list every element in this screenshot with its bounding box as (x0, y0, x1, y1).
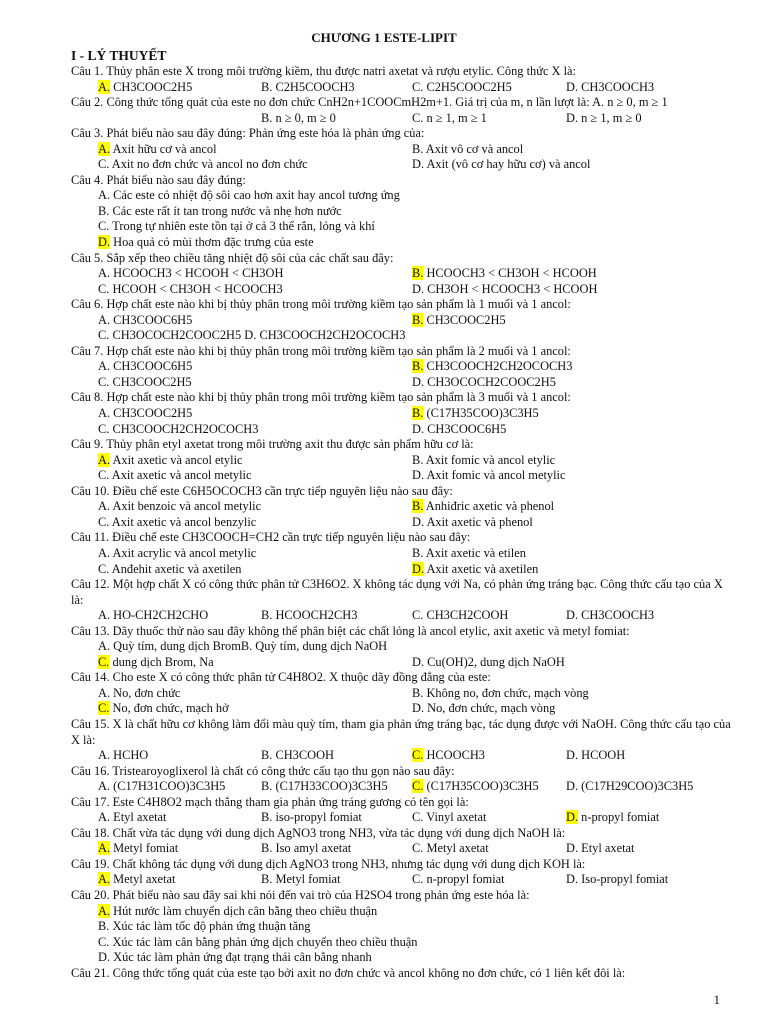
option: D. CH3OH < HCOOCH3 < HCOOH (412, 281, 598, 296)
option: D. HCOOH (566, 748, 626, 763)
question-2-options (71, 111, 731, 127)
option: C. HCOOCH3 (412, 748, 485, 763)
question-14-stem: Câu 14. Cho este X có công thức phân tử C4H8O2. X thuộc dãy đồng đẳng của este: (71, 670, 491, 685)
question-13-options (71, 639, 731, 655)
option: A. HCOOCH3 < HCOOH < CH3OH (98, 266, 284, 281)
question-11-options (71, 562, 731, 578)
option: D. CH3COOC6H5 (412, 421, 507, 436)
option: A. Quỳ tím, dung dịch BromB. Quỳ tím, dung dịch NaOH (98, 639, 388, 654)
question-19-options (71, 872, 731, 888)
option: C. C2H5COOC2H5 (412, 79, 512, 94)
question-18-options (71, 841, 731, 857)
page-number: 1 (713, 992, 720, 1007)
question-7-options (71, 359, 731, 375)
option: C. CH3OCOCH2COOC2H5 D. CH3COOCH2CH2OCOCH3 (98, 328, 406, 343)
option: C. No, đơn chức, mạch hở (98, 701, 229, 716)
question-5-options (71, 282, 731, 298)
option: B. Không no, đơn chức, mạch vòng (412, 685, 589, 700)
question-21-stem: Câu 21. Công thức tổng quát của este tạo bởi axit no đơn chức và ancol không no đơn chức, có 1 liên kết đôi là: (71, 965, 626, 980)
option: B. Xúc tác làm tốc độ phản ứng thuận tăng (98, 919, 311, 934)
option: B. CH3COOC2H5 (412, 312, 506, 327)
option: D. Axit axetic và phenol (412, 514, 533, 529)
option: A. (C17H31COO)3C3H5 (98, 779, 226, 794)
question-11-stem: Câu 11. Điều chế este CH3COOCH=CH2 cần trực tiếp nguyên liệu nào sau đây: (71, 530, 471, 545)
question-10-stem: Câu 10. Điều chế este C6H5OCOCH3 cần trực tiếp nguyên liệu nào sau đây: (71, 483, 453, 498)
option: C. CH3CH2COOH (412, 608, 509, 623)
option: C. Vinyl axetat (412, 810, 487, 825)
section-heading: I - LÝ THUYẾT (71, 48, 167, 63)
option: A. HO-CH2CH2CHO (98, 608, 209, 623)
option: B. Các este rất ít tan trong nước và nhẹ hơn nước (98, 203, 342, 218)
option: D. n ≥ 1, m ≥ 0 (566, 110, 642, 125)
option: B. Axit vô cơ và ancol (412, 141, 524, 156)
option: C. Metyl axetat (412, 841, 489, 856)
question-17-options (71, 810, 731, 826)
question-7-options (71, 375, 731, 391)
option: B. (C17H35COO)3C3H5 (412, 406, 539, 421)
question-3-stem: Câu 3. Phát biểu nào sau đây đúng: Phản ứng este hóa là phản ứng của: (71, 126, 425, 141)
option: D. No, đơn chức, mạch vòng (412, 701, 556, 716)
option: D. Axit (vô cơ hay hữu cơ) và ancol (412, 157, 591, 172)
option: B. CH3COOCH2CH2OCOCH3 (412, 359, 573, 374)
option: C. CH3COOC2H5 (98, 374, 192, 389)
question-16-stem: Câu 16. Tristearoyoglixerol là chất có công thức cấu tạo thu gọn nào sau đây: (71, 763, 455, 778)
option: A. Metyl axetat (98, 872, 176, 887)
question-2-stem: Câu 2. Công thức tổng quát của este no đơn chức CnH2n+1COOCmH2m+1. Giá trị của m, n lần lượt là: A. n ≥ 0, m ≥ 1 (71, 95, 668, 110)
option: C. Trong tự nhiên este tồn tại ở cả 3 thể rắn, lỏng và khí (98, 219, 375, 234)
question-11-options (71, 546, 731, 562)
option: B. Iso amyl axetat (261, 841, 352, 856)
option: B. HCOOCH2CH3 (261, 608, 358, 623)
option: D. Hoa quả có mùi thơm đặc trưng của este (98, 235, 314, 250)
question-16-options (71, 779, 731, 795)
question-10-options (71, 515, 731, 531)
option: B. Axit fomic và ancol etylic (412, 452, 556, 467)
option: B. Axit axetic và etilen (412, 545, 526, 560)
question-13-options (71, 655, 731, 671)
question-14-options (71, 701, 731, 717)
question-12-options (71, 608, 731, 624)
option: C. n-propyl fomiat (412, 872, 505, 887)
option: A. CH3COOC6H5 (98, 312, 193, 327)
option: B. HCOOCH3 < CH3OH < HCOOH (412, 266, 597, 281)
question-5-stem: Câu 5. Sắp xếp theo chiều tăng nhiệt độ sôi của các chất sau đây: (71, 250, 394, 265)
question-9-stem: Câu 9. Thủy phân etyl axetat trong môi trường axit thu được sản phẩm hữu cơ là: (71, 437, 474, 452)
question-20-options (71, 950, 731, 966)
option: A. Axit benzoic và ancol metylic (98, 499, 262, 514)
option: C. CH3COOCH2CH2OCOCH3 (98, 421, 259, 436)
question-14-options (71, 686, 731, 702)
question-1-options (71, 80, 731, 96)
question-17-stem: Câu 17. Este C4H8O2 mạch thẳng tham gia phản ứng tráng gương có tên gọi là: (71, 794, 469, 809)
question-8-options (71, 422, 731, 438)
question-15-stem: Câu 15. X là chất hữu cơ không làm đổi màu quỳ tím, tham gia phản ứng tráng bạc, tác dụng được với NaOH. Công thức cấu tạo của X là: (71, 716, 731, 747)
option: D. Iso-propyl fomiat (566, 872, 669, 887)
option: A. Hút nước làm chuyển dịch cân bằng theo chiều thuận (98, 903, 378, 918)
option: B. Metyl fomiat (261, 872, 341, 887)
option: C. Axit no đơn chức và ancol no đơn chức (98, 157, 308, 172)
option: B. C2H5COOCH3 (261, 79, 355, 94)
option: D. Axit fomic và ancol metylic (412, 468, 566, 483)
option: C. Axit axetic và ancol metylic (98, 468, 252, 483)
option: D. Etyl axetat (566, 841, 635, 856)
question-9-options (71, 453, 731, 469)
question-9-options (71, 468, 731, 484)
option: B. (C17H33COO)3C3H5 (261, 779, 388, 794)
question-4-options (71, 219, 731, 235)
option: C. HCOOH < CH3OH < HCOOCH3 (98, 281, 283, 296)
question-20-stem: Câu 20. Phát biểu nào sau đây sai khi nói đến vai trò của H2SO4 trong phản ứng este hóa là: (71, 887, 530, 902)
question-8-stem: Câu 8. Hợp chất este nào khi bị thủy phân trong môi trường kiềm tạo sản phẩm là 3 muối và 1 ancol: (71, 390, 571, 405)
option: C. dung dịch Brom, Na (98, 654, 214, 669)
option: D. Cu(OH)2, dung dịch NaOH (412, 654, 565, 669)
option: B. n ≥ 0, m ≥ 0 (261, 110, 336, 125)
question-5-options (71, 266, 731, 282)
option: D. CH3COOCH3 (566, 608, 655, 623)
question-4-options (71, 204, 731, 220)
option: D. n-propyl fomiat (566, 810, 660, 825)
question-list (71, 64, 731, 981)
option: B. iso-propyl fomiat (261, 810, 362, 825)
option: B. CH3COOH (261, 748, 334, 763)
question-10-options (71, 499, 731, 515)
option: A. CH3COOC6H5 (98, 359, 193, 374)
question-6-options (71, 328, 731, 344)
question-20-options (71, 919, 731, 935)
option: C. n ≥ 1, m ≥ 1 (412, 110, 487, 125)
option: B. Anhiđric axetic và phenol (412, 499, 555, 514)
question-4-options (71, 235, 731, 251)
question-1-stem: Câu 1. Thủy phân este X trong môi trường kiềm, thu được natri axetat và rượu etylic. Công thức X là: (71, 64, 576, 78)
question-12-stem: Câu 12. Một hợp chất X có công thức phân tử C3H6O2. X không tác dụng với Na, có phản ứng tráng bạc. Công thức cấu tạo của X là: (71, 577, 723, 607)
question-7-stem: Câu 7. Hợp chất este nào khi bị thủy phân trong môi trường kiềm tạo sản phẩm là 2 muối và 1 ancol: (71, 343, 571, 358)
option: A. Axit acrylic và ancol metylic (98, 545, 257, 560)
option: A. Các este có nhiệt độ sôi cao hơn axit hay ancol tương ứng (98, 188, 400, 203)
option: A. Axit axetic và ancol etylic (98, 452, 243, 467)
question-3-options (71, 157, 731, 173)
option: A. HCHO (98, 748, 149, 763)
option: C. Anđehit axetic và axetilen (98, 561, 242, 576)
option: A. No, đơn chức (98, 685, 181, 700)
option: C. (C17H35COO)3C3H5 (412, 779, 539, 794)
option: D. CH3OCOCH2COOC2H5 (412, 374, 556, 389)
option: A. CH3COOC2H5 (98, 406, 193, 421)
question-19-stem: Câu 19. Chất không tác dụng với dung dịch AgNO3 trong NH3, nhưng tác dụng với dung dịch KOH là: (71, 856, 586, 871)
option: C. Axit axetic và ancol benzylic (98, 514, 257, 529)
chapter-title: CHƯƠNG 1 ESTE-LIPIT (311, 30, 457, 45)
option: A. Etyl axetat (98, 810, 167, 825)
option: A. Metyl fomiat (98, 841, 179, 856)
question-15-options (71, 748, 731, 764)
option: D. CH3COOCH3 (566, 79, 655, 94)
question-18-stem: Câu 18. Chất vừa tác dụng với dung dịch AgNO3 trong NH3, vừa tác dụng với dung dịch NaOH là: (71, 825, 566, 840)
option: D. (C17H29COO)3C3H5 (566, 779, 694, 794)
question-20-options (71, 935, 731, 951)
question-6-stem: Câu 6. Hợp chất este nào khi bị thủy phân trong môi trường kiềm tạo sản phẩm là 1 muối và 1 ancol: (71, 297, 571, 312)
question-8-options (71, 406, 731, 422)
question-4-options (71, 188, 731, 204)
question-13-stem: Câu 13. Dãy thuốc thử nào sau đây không thể phân biệt các chất lỏng là ancol etylic, axit axetic và metyl fomiat: (71, 623, 630, 638)
option: A. Axit hữu cơ và ancol (98, 141, 217, 156)
option: C. Xúc tác làm cân bằng phản ứng dịch chuyển theo chiều thuận (98, 934, 418, 949)
question-6-options (71, 313, 731, 329)
option: D. Xúc tác làm phản ứng đạt trạng thái cân bằng nhanh (98, 950, 372, 965)
option: A. CH3COOC2H5 (98, 79, 193, 94)
question-4-stem: Câu 4. Phát biểu nào sau đây đúng: (71, 172, 246, 187)
question-3-options (71, 142, 731, 158)
question-20-options (71, 904, 731, 920)
option: D. Axit axetic và axetilen (412, 561, 539, 576)
